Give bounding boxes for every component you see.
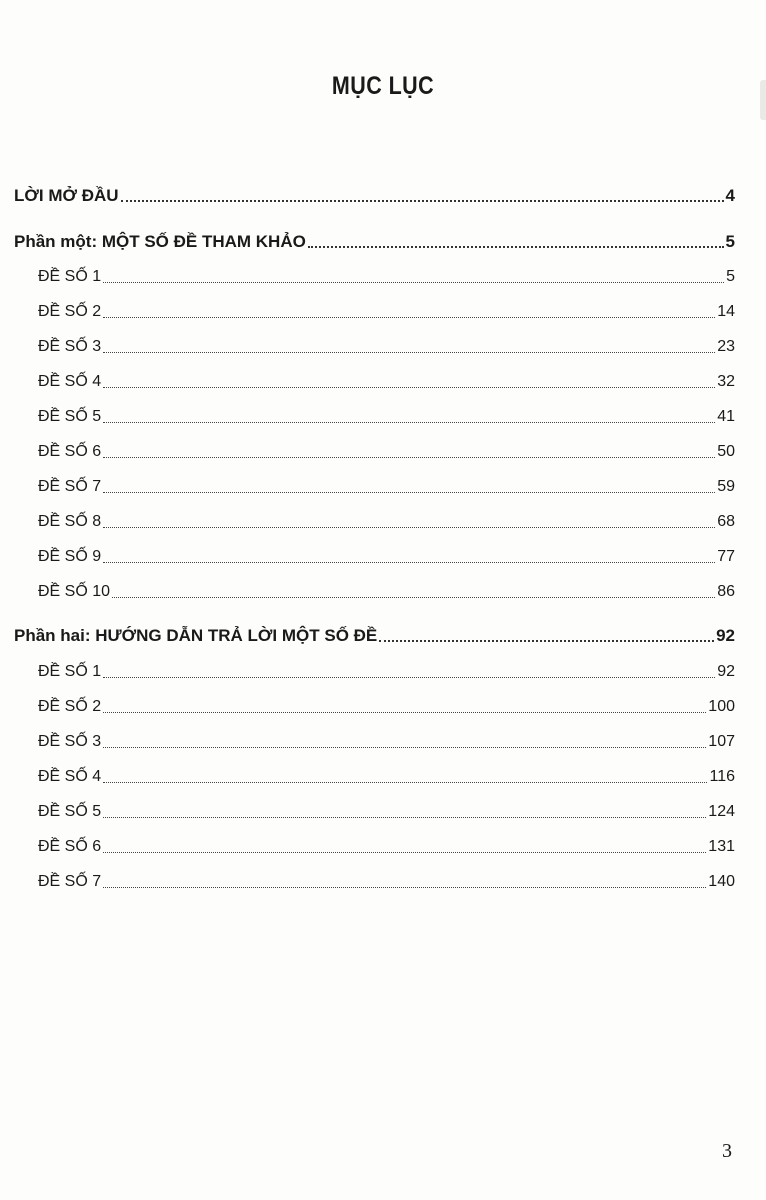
toc-page-number: 92 (717, 663, 735, 680)
page-edge-shadow (760, 80, 766, 120)
toc-section-row (14, 224, 735, 252)
toc-page-number: 5 (725, 232, 735, 251)
toc-label: ĐỀ SỐ 4 (38, 373, 102, 390)
toc-section-row (14, 178, 735, 206)
toc-entry-row (38, 539, 735, 567)
page-number: 3 (722, 1140, 732, 1162)
toc-label: ĐỀ SỐ 6 (38, 443, 102, 460)
toc-label: ĐỀ SỐ 3 (38, 733, 102, 750)
dot-leader (103, 712, 706, 713)
toc-page-number: 124 (708, 803, 735, 820)
toc-label: ĐỀ SỐ 2 (38, 698, 102, 715)
toc-label: ĐỀ SỐ 5 (38, 803, 102, 820)
toc-label: ĐỀ SỐ 1 (38, 268, 102, 285)
dot-leader (103, 782, 707, 783)
dot-leader (379, 640, 714, 642)
dot-leader (103, 387, 715, 388)
toc-label: ĐỀ SỐ 7 (38, 478, 102, 495)
toc-entry-row (38, 329, 735, 357)
toc-entry-row (38, 689, 735, 717)
toc-page-number: 4 (725, 186, 735, 205)
dot-leader (103, 527, 715, 528)
toc-page-number: 100 (708, 698, 735, 715)
dot-leader (103, 817, 706, 818)
toc-label: ĐỀ SỐ 10 (38, 583, 111, 600)
toc-entry-row (38, 364, 735, 392)
dot-leader (308, 246, 724, 248)
toc-entry-row (38, 294, 735, 322)
toc-label: ĐỀ SỐ 2 (38, 303, 102, 320)
toc-page-number: 41 (717, 408, 735, 425)
dot-leader (103, 852, 706, 853)
page-title: MỤC LỤC (331, 72, 435, 100)
dot-leader (103, 562, 715, 563)
toc-entry-row (38, 654, 735, 682)
toc-entry-row (38, 399, 735, 427)
dot-leader (103, 747, 706, 748)
toc-page-number: 77 (717, 548, 735, 565)
toc-entry-row (38, 759, 735, 787)
toc-page-number: 23 (717, 338, 735, 355)
dot-leader (103, 317, 715, 318)
dot-leader (103, 492, 715, 493)
toc-page-number: 131 (708, 838, 735, 855)
toc-entry-row (38, 829, 735, 857)
toc-page-number: 86 (717, 583, 735, 600)
toc-label: ĐỀ SỐ 5 (38, 408, 102, 425)
toc-label: Phần hai: HƯỚNG DẪN TRẢ LỜI MỘT SỐ ĐỀ (14, 626, 378, 645)
toc-entry-row (38, 504, 735, 532)
toc-section-row (14, 618, 735, 646)
toc-entry-row (38, 434, 735, 462)
toc-page-number: 68 (717, 513, 735, 530)
toc-label: ĐỀ SỐ 3 (38, 338, 102, 355)
dot-leader (121, 200, 724, 202)
toc-label: ĐỀ SỐ 6 (38, 838, 102, 855)
toc-page-number: 116 (709, 768, 735, 785)
toc-entry-row (38, 794, 735, 822)
toc-page-number: 59 (717, 478, 735, 495)
dot-leader (103, 422, 715, 423)
toc-page-number: 140 (708, 873, 735, 890)
dot-leader (112, 597, 715, 598)
toc-entry-row (38, 724, 735, 752)
toc-label: ĐỀ SỐ 7 (38, 873, 102, 890)
toc-page-number: 14 (717, 303, 735, 320)
toc-entry-row (38, 864, 735, 892)
toc-entry-row (38, 259, 735, 287)
dot-leader (103, 887, 706, 888)
dot-leader (103, 352, 715, 353)
dot-leader (103, 282, 724, 283)
toc-label: ĐỀ SỐ 1 (38, 663, 102, 680)
toc-label: ĐỀ SỐ 8 (38, 513, 102, 530)
toc-label: LỜI MỞ ĐẦU (14, 186, 119, 205)
toc-page-number: 5 (726, 268, 735, 285)
toc-page-number: 107 (708, 733, 735, 750)
toc-entry-row (38, 574, 735, 602)
toc-label: Phần một: MỘT SỐ ĐỀ THAM KHẢO (14, 232, 306, 251)
toc-page-number: 92 (716, 626, 735, 645)
dot-leader (103, 677, 715, 678)
toc-page-number: 50 (717, 443, 735, 460)
toc-label: ĐỀ SỐ 9 (38, 548, 102, 565)
toc-page-number: 32 (717, 373, 735, 390)
dot-leader (103, 457, 715, 458)
toc-entry-row (38, 469, 735, 497)
toc-label: ĐỀ SỐ 4 (38, 768, 102, 785)
